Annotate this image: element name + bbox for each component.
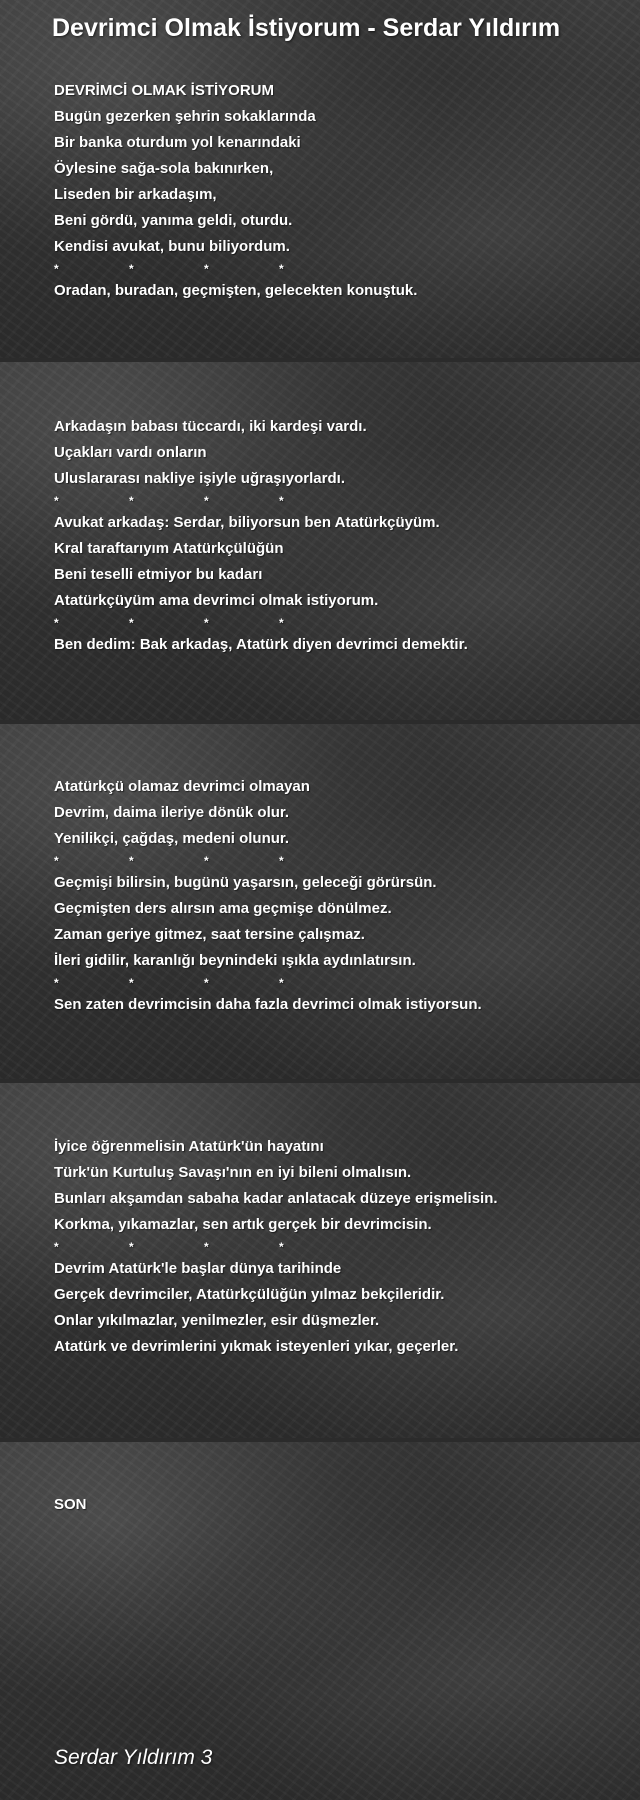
poem-line: Bugün gezerken şehrin sokaklarında bbox=[54, 108, 316, 125]
stanza-separator: * * * * bbox=[54, 616, 284, 630]
stanza-5 bbox=[54, 1492, 87, 1518]
poem-line: Geçmişten ders alırsın ama geçmişe dönülmez. bbox=[54, 900, 392, 917]
poem-line: Sen zaten devrimcisin daha fazla devrimci olmak istiyorsun. bbox=[54, 996, 482, 1013]
stanza-1 bbox=[54, 78, 417, 304]
poem-line: Atatürkçü olamaz devrimci olmayan bbox=[54, 778, 310, 795]
poem-panel-3 bbox=[0, 724, 640, 1079]
poem-title: Devrimci Olmak İstiyorum - Serdar Yıldırım bbox=[52, 14, 561, 42]
poem-line: Türk'ün Kurtuluş Savaşı'nın en iyi bileni olmalısın. bbox=[54, 1164, 412, 1181]
poem-line: Öylesine sağa-sola bakınırken, bbox=[54, 160, 274, 177]
poem-line: Bunları akşamdan sabaha kadar anlatacak düzeye erişmelisin. bbox=[54, 1190, 498, 1207]
poem-line: Geçmişi bilirsin, bugünü yaşarsın, geleceği görürsün. bbox=[54, 874, 437, 891]
poem-panel-1 bbox=[0, 0, 640, 358]
poem-panel-5 bbox=[0, 1442, 640, 1800]
stanza-separator: * * * * bbox=[54, 976, 284, 990]
stanza-4 bbox=[54, 1134, 498, 1360]
stanza-2 bbox=[54, 414, 468, 658]
poem-line: DEVRİMCİ OLMAK İSTİYORUM bbox=[54, 82, 274, 99]
stanza-separator: * * * * bbox=[54, 262, 284, 276]
poem-line: Kral taraftarıyım Atatürkçülüğün bbox=[54, 540, 284, 557]
poem-line: Avukat arkadaş: Serdar, biliyorsun ben Atatürkçüyüm. bbox=[54, 514, 440, 531]
author-signature: Serdar Yıldırım 3 bbox=[54, 1746, 213, 1769]
poem-line: Devrim Atatürk'le başlar dünya tarihinde bbox=[54, 1260, 342, 1277]
poem-line: Beni teselli etmiyor bu kadarı bbox=[54, 566, 263, 583]
poem-line: SON bbox=[54, 1496, 87, 1513]
stanza-separator: * * * * bbox=[54, 854, 284, 868]
poem-line: Atatürkçüyüm ama devrimci olmak istiyorum. bbox=[54, 592, 379, 609]
poem-line: Korkma, yıkamazlar, sen artık gerçek bir devrimcisin. bbox=[54, 1216, 432, 1233]
poem-line: Gerçek devrimciler, Atatürkçülüğün yılmaz bekçileridir. bbox=[54, 1286, 445, 1303]
poem-line: İyice öğrenmelisin Atatürk'ün hayatını bbox=[54, 1138, 324, 1155]
poem-line: Arkadaşın babası tüccardı, iki kardeşi vardı. bbox=[54, 418, 367, 435]
poem-line: Kendisi avukat, bunu biliyordum. bbox=[54, 238, 290, 255]
poem-panel-4 bbox=[0, 1083, 640, 1438]
poem-line: Bir banka oturdum yol kenarındaki bbox=[54, 134, 301, 151]
stanza-3 bbox=[54, 774, 482, 1018]
poem-line: Yenilikçi, çağdaş, medeni olunur. bbox=[54, 830, 290, 847]
poem-line: Ben dedim: Bak arkadaş, Atatürk diyen devrimci demektir. bbox=[54, 636, 468, 653]
poem-line: Oradan, buradan, geçmişten, gelecekten konuştuk. bbox=[54, 282, 418, 299]
poem-line: Zaman geriye gitmez, saat tersine çalışmaz. bbox=[54, 926, 365, 943]
poem-line: Onlar yıkılmazlar, yenilmezler, esir düşmezler. bbox=[54, 1312, 380, 1329]
poem-line: Atatürk ve devrimlerini yıkmak isteyenleri yıkar, geçerler. bbox=[54, 1338, 459, 1355]
poem-line: Uluslararası nakliye işiyle uğraşıyorlardı. bbox=[54, 470, 345, 487]
poem-line: Liseden bir arkadaşım, bbox=[54, 186, 217, 203]
poem-panel-2 bbox=[0, 362, 640, 720]
poem-line: Uçakları vardı onların bbox=[54, 444, 207, 461]
poem-line: İleri gidilir, karanlığı beynindeki ışıkla aydınlatırsın. bbox=[54, 952, 416, 969]
stanza-separator: * * * * bbox=[54, 494, 284, 508]
stanza-separator: * * * * bbox=[54, 1240, 284, 1254]
poem-line: Beni gördü, yanıma geldi, oturdu. bbox=[54, 212, 293, 229]
poem-line: Devrim, daima ileriye dönük olur. bbox=[54, 804, 290, 821]
